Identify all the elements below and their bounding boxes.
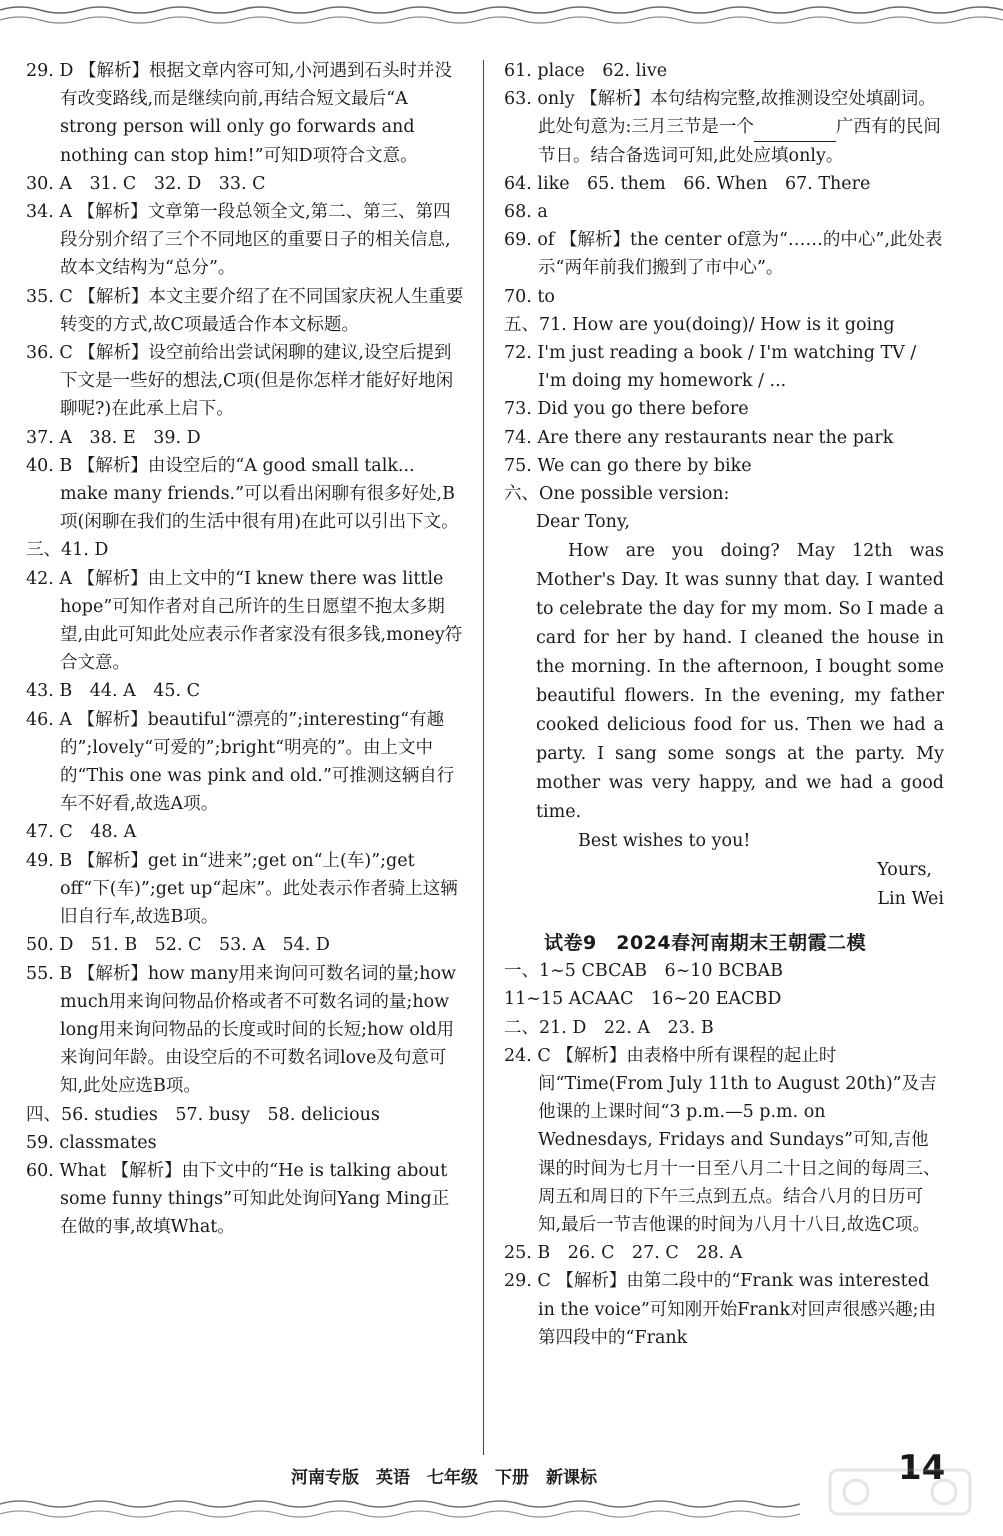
left-column-item: 29. D 【解析】根据文章内容可知,小河遇到石头时并没有改变路线,而是继续向前,再结合短文最后“A strong person will only go forwards and nothing can stop him!”可知D项符合文意。 [26, 61, 453, 166]
letter-wishes: Best wishes to you! [578, 831, 751, 852]
right-mid-item: 五、71. How are you(doing)/ How is it going [504, 314, 895, 335]
right-mid-item: 72. I'm just reading a book / I'm watching TV / I'm doing my homework / ... [504, 343, 917, 392]
left-column-item: 四、56. studies 57. busy 58. delicious [26, 1104, 380, 1125]
paper9-item: 24. C 【解析】由表格中所有课程的起止时间“Time(From July 11th to August 20th)”及吉他课的上课时间“3 p.m.—5 p.m. on Wednesdays, Fridays and Sundays”可知,吉他课的时间为七月十一日至八月二十日之间的每周三、周五和周日的下午三点到五点。结合八月的日历可知,最后一节吉他课的时间为八月十八日,故选C项。 [504, 1045, 941, 1236]
paper-title: 试卷9 2024春河南期末王朝霞二模 [544, 932, 867, 955]
left-column-item: 36. C 【解析】设空前给出尝试闲聊的建议,设空后提到下文是一些好的想法,C项(但是你怎样才能好好地闲聊呢?)在此承上启下。 [26, 343, 454, 420]
column-divider [483, 60, 484, 1455]
left-column-item: 43. B 44. A 45. C [26, 681, 201, 702]
right-mid-item: 74. Are there any restaurants near the park [504, 427, 894, 448]
left-column-item: 37. A 38. E 39. D [26, 427, 201, 448]
top-wave-border [0, 0, 1003, 34]
right-mid-item: 六、One possible version: [504, 484, 730, 505]
left-column-item: 47. C 48. A [26, 822, 137, 843]
letter-closing: Yours, [877, 860, 932, 881]
letter-body: How are you doing? May 12th was Mother's Day. It was sunny that day. I wanted to celebrate the day for my mom. So I made a card for her by hand. I cleaned the house in the morning. In the afternoon, I bought some beautiful flowers. In the evening, my father cooked delicious food for us. Then we had a party. I sang some songs at the party. My mother was very happy, and we had a good time. [536, 541, 944, 823]
left-column-item: 34. A 【解析】文章第一段总领全文,第二、第三、第四段分别介绍了三个不同地区的重要日子的相关信息,故本文结构为“总分”。 [26, 202, 451, 279]
page-footer: 河南专版 英语 七年级 下册 新课标 [291, 1468, 597, 1488]
sample-letter [504, 508, 944, 914]
right-mid-item: 64. like 65. them 66. When 67. There [504, 173, 871, 194]
left-column-item: 35. C 【解析】本文主要介绍了在不同国家庆祝人生重要转变的方式,故C项最适合作本文标题。 [26, 286, 464, 335]
fill-blank [754, 123, 836, 142]
right-mid-item: 68. a [504, 202, 548, 223]
left-column-item: 55. B 【解析】how many用来询问可数名词的量;how much用来询问物品价格或者不可数名词的量;how long用来询问物品的长度或时间的长短;how old用来询问年龄。由设空后的不可数名词love及句意可知,此处应选B项。 [26, 963, 457, 1097]
answer-item-63 [504, 85, 944, 170]
left-column-item: 40. B 【解析】由设空后的“A good small talk... make many friends.”可以看出闲聊有很多好处,B项(闲聊在我们的生活中很有用)在此可以引出下文。 [26, 455, 459, 533]
page-number: 14 [898, 1448, 946, 1488]
left-column [26, 57, 466, 1242]
letter-signature: Lin Wei [877, 889, 944, 910]
left-column-item: 46. A 【解析】beautiful“漂亮的”;interesting“有趣的”;lovely“可爱的”;bright“明亮的”。由上文中的“This one was pink and old.”可推测这辆自行车不好看,故选A项。 [26, 709, 455, 815]
right-mid-item: 70. to [504, 286, 555, 307]
right-column [504, 57, 944, 1352]
item63-after: 广西有的民间节日。结合备选词可知,此处应填only。 [538, 117, 941, 166]
right-mid-item: 75. We can go there by bike [504, 455, 752, 476]
paper9-item: 29. C 【解析】由第二段中的“Frank was interested in the voice”可知刚开始Frank对回声很感兴趣;由第四段中的“Frank [504, 1271, 936, 1348]
left-column-item: 50. D 51. B 52. C 53. A 54. D [26, 935, 330, 956]
paper9-item: 11~15 ACAAC 16~20 EACBD [504, 989, 782, 1010]
bottom-wave-border [0, 1496, 1003, 1530]
paper9-item: 二、21. D 22. A 23. B [504, 1017, 714, 1038]
left-column-item: 42. A 【解析】由上文中的“I knew there was little hope”可知作者对自己所许的生日愿望不抱太多期望,由此可知此处应表示作者家没有很多钱,money符合文意。 [26, 568, 463, 674]
item63-before: 63. only 【解析】本句结构完整,故推测设空处填副词。此处句意为:三月三节是一个 [504, 89, 936, 138]
paper9-item: 25. B 26. C 27. C 28. A [504, 1243, 743, 1264]
right-mid-item: 69. of 【解析】the center of意为“……的中心”,此处表示“两年前我们搬到了市中心”。 [504, 230, 943, 279]
left-column-item: 三、41. D [26, 540, 109, 561]
paper9-item: 一、1~5 CBCAB 6~10 BCBAB [504, 961, 784, 982]
left-column-item: 60. What 【解析】由下文中的“He is talking about some funny things”可知此处询问Yang Ming正在做的事,故填What。 [26, 1160, 450, 1238]
left-column-item: 59. classmates [26, 1132, 157, 1153]
letter-greeting: Dear Tony, [536, 512, 630, 533]
right-top-item: 61. place 62. live [504, 61, 668, 81]
right-mid-item: 73. Did you go there before [504, 399, 749, 420]
left-column-item: 30. A 31. C 32. D 33. C [26, 173, 266, 194]
left-column-item: 49. B 【解析】get in“进来”;get on“上(车)”;get off“下(车)”;get up“起床”。此处表示作者骑上这辆旧自行车,故选B项。 [26, 850, 458, 928]
